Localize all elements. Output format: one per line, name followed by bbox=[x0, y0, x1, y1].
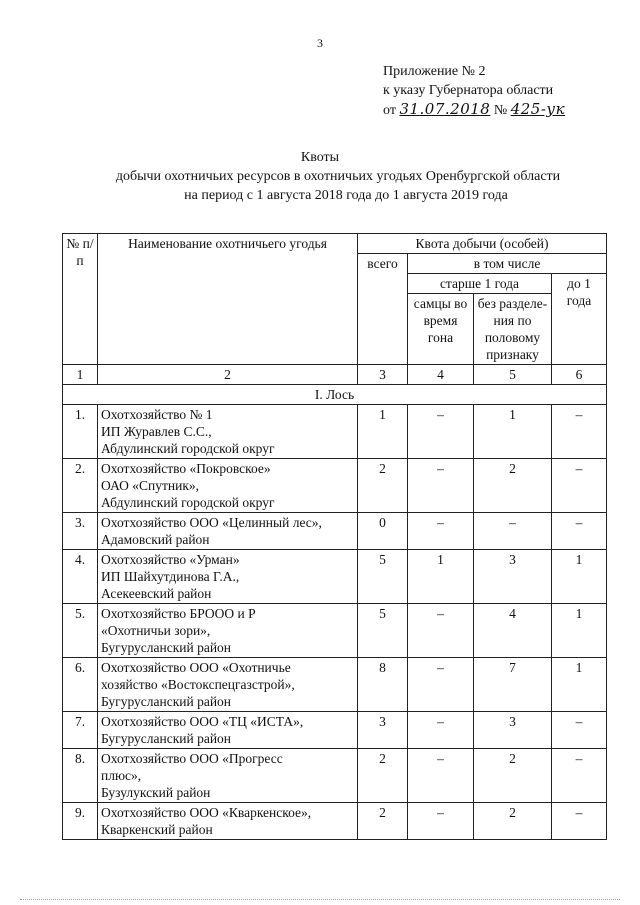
row-young: 1 bbox=[552, 604, 607, 658]
row-males: – bbox=[408, 405, 474, 459]
row-name-line: Охотхозяйство ООО «Охотничье bbox=[101, 660, 291, 675]
row-nosex: 7 bbox=[474, 658, 552, 712]
page-number: 3 bbox=[317, 36, 323, 50]
row-males: – bbox=[408, 513, 474, 550]
header-older: старше 1 года bbox=[408, 274, 552, 294]
row-total: 5 bbox=[358, 604, 408, 658]
row-young: – bbox=[552, 405, 607, 459]
row-males: – bbox=[408, 459, 474, 513]
row-name-line: Охотхозяйство ООО «Прогресс bbox=[101, 751, 283, 766]
row-nosex: – bbox=[474, 513, 552, 550]
appendix-prefix: от bbox=[383, 103, 396, 118]
appendix-block bbox=[383, 62, 565, 120]
row-name bbox=[98, 803, 358, 840]
row-number: 4. bbox=[63, 550, 98, 604]
title-line-1: Квоты bbox=[300, 150, 340, 165]
row-nosex: 2 bbox=[474, 459, 552, 513]
header-quota: Квота добычи (особей) bbox=[358, 234, 607, 254]
row-number: 6. bbox=[63, 658, 98, 712]
column-number-row bbox=[63, 365, 607, 385]
col-number: 4 bbox=[408, 365, 474, 385]
row-males: – bbox=[408, 803, 474, 840]
col-number: 3 bbox=[358, 365, 408, 385]
header-num: № п/п bbox=[63, 234, 98, 365]
appendix-title: Приложение № 2 bbox=[383, 64, 486, 79]
table-row bbox=[63, 712, 607, 749]
row-nosex: 4 bbox=[474, 604, 552, 658]
row-name-line: Охотхозяйство № 1 bbox=[101, 407, 213, 422]
row-nosex: 3 bbox=[474, 550, 552, 604]
table-row bbox=[63, 405, 607, 459]
row-total: 3 bbox=[358, 712, 408, 749]
row-total: 1 bbox=[358, 405, 408, 459]
table-row bbox=[63, 513, 607, 550]
header-males: самцы во время гона bbox=[408, 294, 474, 365]
col-number: 2 bbox=[98, 365, 358, 385]
table-row bbox=[63, 550, 607, 604]
row-number: 9. bbox=[63, 803, 98, 840]
title-line-2: добычи охотничьих ресурсов в охотничьих угодьях Оренбургской области bbox=[115, 169, 561, 184]
row-name bbox=[98, 550, 358, 604]
row-total: 2 bbox=[358, 459, 408, 513]
table-row bbox=[63, 658, 607, 712]
row-name-line: ОАО «Спутник», bbox=[101, 478, 200, 493]
row-name-line: ИП Шайхутдинова Г.А., bbox=[101, 569, 240, 584]
row-name-line: хозяйство «Востокспецгазстрой», bbox=[101, 677, 295, 692]
row-total: 2 bbox=[358, 749, 408, 803]
row-number: 8. bbox=[63, 749, 98, 803]
row-name bbox=[98, 513, 358, 550]
appendix-date-line bbox=[383, 100, 565, 120]
row-males: – bbox=[408, 749, 474, 803]
appendix-decree: к указу Губернатора области bbox=[383, 83, 554, 98]
row-males: – bbox=[408, 712, 474, 749]
appendix-date: 31.07.2018 bbox=[399, 100, 491, 118]
row-name-line: Бугурусланский район bbox=[101, 731, 232, 746]
appendix-number: 425-ук bbox=[510, 100, 566, 118]
row-name-line: «Охотничьи зори», bbox=[101, 623, 211, 638]
col-number: 1 bbox=[63, 365, 98, 385]
col-number: 5 bbox=[474, 365, 552, 385]
row-name-line: Кваркенский район bbox=[101, 822, 213, 837]
table-row bbox=[63, 749, 607, 803]
row-number: 3. bbox=[63, 513, 98, 550]
row-total: 2 bbox=[358, 803, 408, 840]
row-name bbox=[98, 712, 358, 749]
table-row bbox=[63, 803, 607, 840]
row-name-line: Адамовский район bbox=[101, 532, 210, 547]
header-nosex: без разделе-ния по половому признаку bbox=[474, 294, 552, 365]
row-name bbox=[98, 459, 358, 513]
row-young: – bbox=[552, 712, 607, 749]
row-name-line: Охотхозяйство ООО «Кваркенское», bbox=[101, 805, 312, 820]
header-name: Наименование охотничьего угодья bbox=[98, 234, 358, 365]
row-name bbox=[98, 749, 358, 803]
title-line-3: на период с 1 августа 2018 года до 1 августа 2019 года bbox=[184, 188, 508, 203]
row-number: 7. bbox=[63, 712, 98, 749]
quota-table bbox=[62, 233, 607, 840]
row-young: – bbox=[552, 803, 607, 840]
row-name-line: Охотхозяйство БРООО и Р bbox=[101, 606, 256, 621]
row-young: – bbox=[552, 459, 607, 513]
row-young: – bbox=[552, 513, 607, 550]
table-row bbox=[63, 459, 607, 513]
page-footer-divider bbox=[20, 899, 620, 903]
header-under: до 1 года bbox=[552, 274, 607, 365]
row-nosex: 1 bbox=[474, 405, 552, 459]
row-total: 8 bbox=[358, 658, 408, 712]
row-young: 1 bbox=[552, 658, 607, 712]
row-nosex: 2 bbox=[474, 749, 552, 803]
row-name-line: Охотхозяйство ООО «Целинный лес», bbox=[101, 515, 322, 530]
row-total: 0 bbox=[358, 513, 408, 550]
row-total: 5 bbox=[358, 550, 408, 604]
row-name-line: Охотхозяйство «Покровское» bbox=[101, 461, 271, 476]
row-name-line: Асекеевский район bbox=[101, 586, 212, 601]
row-name bbox=[98, 658, 358, 712]
row-males: 1 bbox=[408, 550, 474, 604]
row-name-line: Охотхозяйство ООО «ТЦ «ИСТА», bbox=[101, 714, 304, 729]
col-number: 6 bbox=[552, 365, 607, 385]
section-title: I. Лось bbox=[63, 385, 607, 405]
row-number: 2. bbox=[63, 459, 98, 513]
row-name bbox=[98, 405, 358, 459]
row-name-line: Бугурусланский район bbox=[101, 694, 232, 709]
header-including: в том числе bbox=[408, 254, 607, 274]
row-name-line: Абдулинский городской округ bbox=[101, 495, 275, 510]
row-name bbox=[98, 604, 358, 658]
row-name-line: ИП Журавлев С.С., bbox=[101, 424, 212, 439]
row-name-line: Бугурусланский район bbox=[101, 640, 232, 655]
row-number: 5. bbox=[63, 604, 98, 658]
row-males: – bbox=[408, 604, 474, 658]
row-name-line: Охотхозяйство «Урман» bbox=[101, 552, 240, 567]
document-title bbox=[0, 148, 640, 205]
row-name-line: Бузулукский район bbox=[101, 785, 211, 800]
header-total: всего bbox=[358, 254, 408, 365]
row-number: 1. bbox=[63, 405, 98, 459]
table-row bbox=[63, 604, 607, 658]
appendix-num-label: № bbox=[493, 103, 508, 118]
row-nosex: 2 bbox=[474, 803, 552, 840]
row-name-line: Абдулинский городской округ bbox=[101, 441, 275, 456]
row-nosex: 3 bbox=[474, 712, 552, 749]
row-males: – bbox=[408, 658, 474, 712]
row-young: – bbox=[552, 749, 607, 803]
row-young: 1 bbox=[552, 550, 607, 604]
row-name-line: плюс», bbox=[101, 768, 142, 783]
